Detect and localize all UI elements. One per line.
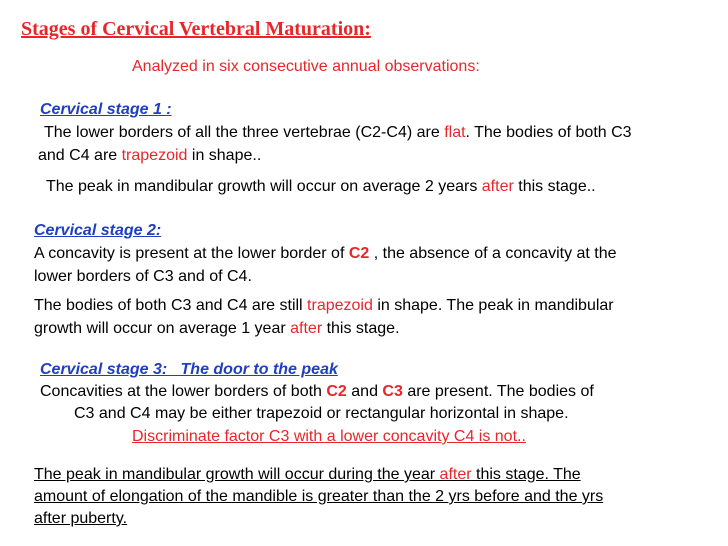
stage3-line2: C3 and C4 may be either trapezoid or rectangular horizontal in shape.: [74, 405, 569, 422]
subtitle: Analyzed in six consecutive annual observations:: [132, 58, 480, 75]
stage2-trapezoid: trapezoid: [307, 297, 373, 314]
stage2-text: A concavity is present at the lower border of: [34, 245, 349, 262]
stage1-text: The lower borders of all the three vertebrae (C2-C4) are: [44, 124, 445, 141]
stage3-c3: C3: [382, 383, 403, 400]
stage3-peak-line3: after puberty.: [34, 510, 128, 527]
stage1-after: after: [481, 178, 514, 195]
stage2-text: The bodies of both C3 and C4 are still: [34, 297, 308, 314]
stage1-peak-text: this stage..: [513, 178, 596, 195]
stage2-heading: Cervical stage 2:: [34, 222, 162, 239]
stage2-line4: [34, 320, 400, 338]
stage3-text: are present. The bodies of: [402, 383, 594, 400]
stage2-line3: [34, 297, 614, 315]
stage3-c2: C2: [326, 383, 347, 400]
stage1-text: and C4 are: [38, 147, 122, 164]
stage3-heading: Cervical stage 3: The door to the peak: [40, 361, 338, 378]
stage3-text: and: [346, 383, 383, 400]
stage1-trapezoid: trapezoid: [121, 147, 188, 164]
stage1-line1: [44, 124, 632, 142]
stage1-line2: [38, 147, 261, 165]
stage2-text: in shape. The peak in mandibular: [372, 297, 614, 314]
stage3-peak-line2: amount of elongation of the mandible is greater than the 2 yrs before and the yrs: [34, 488, 604, 505]
stage2-line2: lower borders of C3 and of C4.: [34, 268, 252, 285]
stage2-text: growth will occur on average 1 year: [34, 320, 291, 337]
page-title: Stages of Cervical Vertebral Maturation:: [21, 18, 371, 40]
stage3-after: after: [439, 466, 472, 483]
stage3-line1: [40, 383, 594, 401]
stage2-text: this stage.: [322, 320, 400, 337]
stage2-text: , the absence of a concavity at the: [369, 245, 617, 262]
stage3-peak-text: this stage. The: [471, 466, 581, 483]
stage1-peak-text: The peak in mandibular growth will occur on average 2 years: [46, 178, 482, 195]
stage2-after: after: [290, 320, 323, 337]
stage2-c2: C2: [348, 245, 370, 262]
stage1-flat: flat: [444, 124, 466, 141]
stage3-peak-line1: [34, 466, 581, 484]
stage1-peak: [46, 178, 596, 196]
stage3-peak-text: The peak in mandibular growth will occur during the year: [34, 466, 440, 483]
stage1-text: in shape..: [187, 147, 262, 164]
stage2-line1: [34, 245, 617, 263]
stage1-heading: Cervical stage 1 :: [40, 101, 172, 118]
stage3-discriminate: Discriminate factor C3 with a lower concavity C4 is not..: [132, 428, 526, 445]
stage1-text: . The bodies of both C3: [465, 124, 632, 141]
stage3-text: Concavities at the lower borders of both: [40, 383, 327, 400]
